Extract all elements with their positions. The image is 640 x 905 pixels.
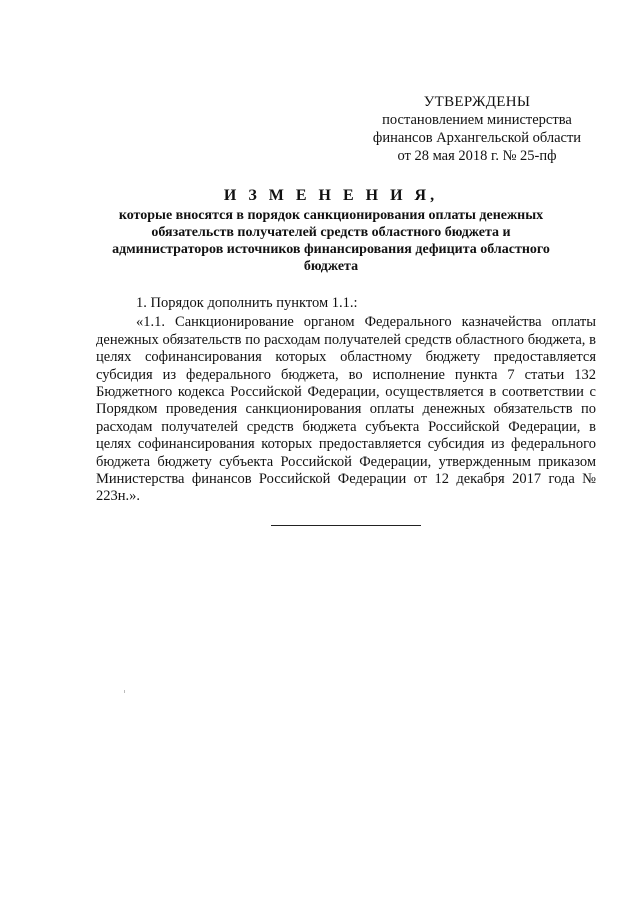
closing-rule [271,525,421,526]
title-heading: И З М Е Н Е Н И Я, [223,187,439,204]
document-body [96,295,596,506]
body-item-1: 1. Порядок дополнить пунктом 1.1.: [136,295,358,311]
title-subheading: которые вносятся в порядок санкционирования оплаты денежных обязательств получателей средств областного бюджета и администраторов источников финансирования дефицита областного бюджета [112,208,550,274]
approval-heading: УТВЕРЖДЕНЫ [423,94,531,110]
approval-line-2: финансов Архангельской области [372,130,582,146]
document-title [96,186,566,275]
approval-line-1: постановлением министерства [382,112,572,128]
body-quote-paragraph: «1.1. Санкционирование органом Федерального казначейства оплаты денежных обязательств по расходам получателей средств областного бюджета, в целях софинансирования которых областному бюджету предоставляется субсидия из федерального бюджета, во исполнение пункта 7 статьи 132 Бюджетного кодекса Российской Федерации, осуществляется в соответствии с Порядком проведения санкционирования оплаты денежных обязательств по расходам получателей средств бюджета субъекта Российской Федерации, в целях софинансирования которых предоставляется субсидия из федерального бюджета бюджету субъекта Российской Федерации, утвержденным приказом Министерства финансов Российской Федерации от 12 декабря 2017 года № 223н.». [96,314,596,505]
approval-line-3: от 28 мая 2018 г. № 25-пф [397,148,557,164]
scan-artifact [124,690,125,693]
approval-block [362,93,592,165]
